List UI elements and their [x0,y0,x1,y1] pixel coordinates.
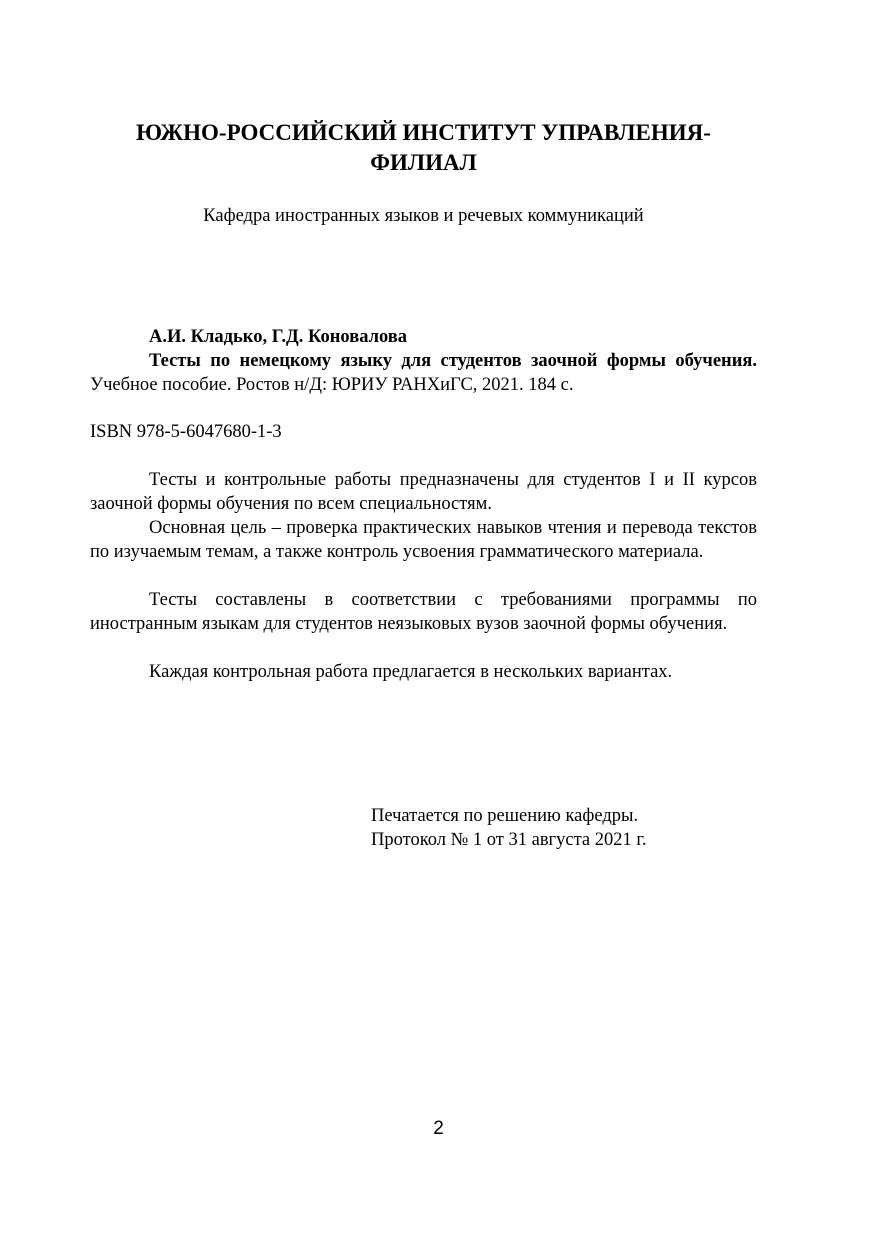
institute-title: ЮЖНО-РОССИЙСКИЙ ИНСТИТУТ УПРАВЛЕНИЯ-ФИЛИАЛ [136,120,711,175]
annotation-paragraph: Каждая контрольная работа предлагается в нескольких вариантах. [149,662,673,682]
book-details: Учебное пособие. Ростов н/Д: ЮРИУ РАНХиГС, 2021. 184 с. [90,375,574,395]
page-number: 2 [433,1118,444,1139]
book-title: Тесты по немецкому языку для студентов заочной формы обучения. [149,351,757,371]
book-bibliographic-info [90,349,757,397]
book-authors: А.И. Кладько, Г.Д. Коновалова [149,327,408,347]
approval-decision: Печатается по решению кафедры. [371,806,639,826]
annotation-paragraph: Основная цель – проверка практических навыков чтения и перевода текстов по изучаемым темам, а также контроль усвоения грамматического материала. [90,518,757,562]
approval-note [371,804,647,852]
annotation-paragraph: Тесты составлены в соответствии с требованиями программы по иностранным языкам для студентов неязыковых вузов заочной формы обучения. [90,590,757,634]
annotation-paragraph: Тесты и контрольные работы предназначены для студентов I и II курсов заочной формы обучения по всем специальностям. [90,470,757,514]
approval-protocol: Протокол № 1 от 31 августа 2021 г. [371,830,647,850]
book-isbn: ISBN 978-5-6047680-1-3 [90,422,282,442]
department-name: Кафедра иностранных языков и речевых коммуникаций [203,206,644,226]
